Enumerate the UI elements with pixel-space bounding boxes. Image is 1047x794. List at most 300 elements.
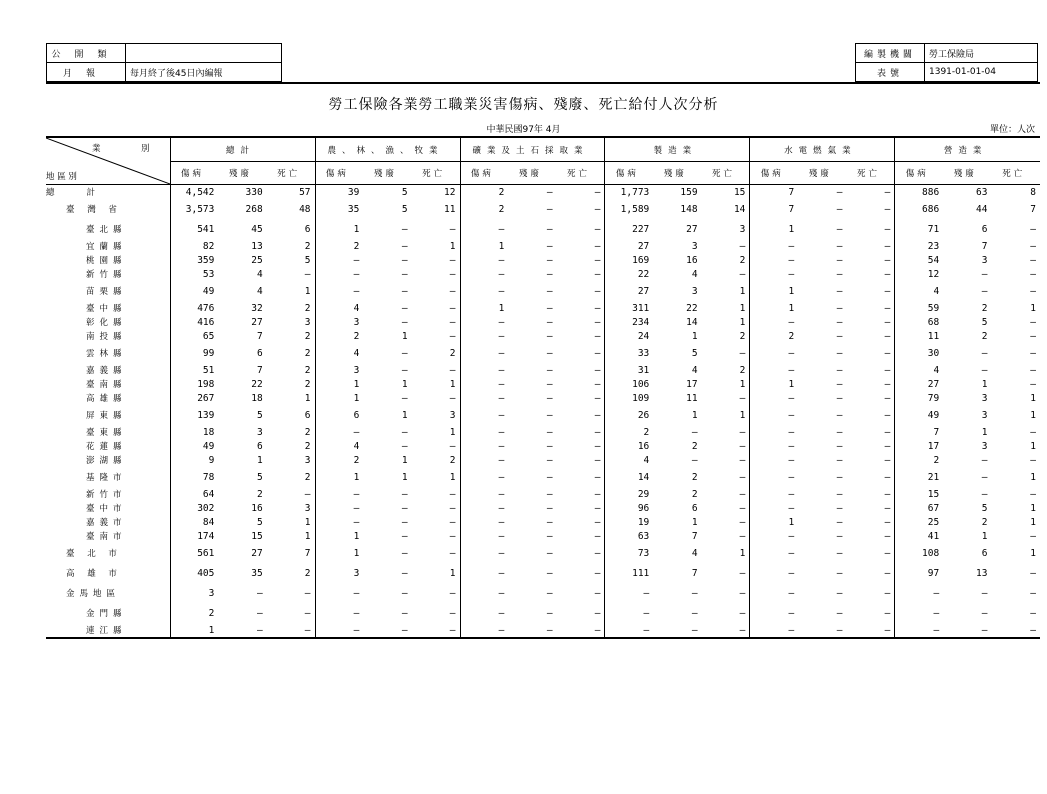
value-cell: —: [304, 268, 311, 280]
value-cell: —: [460, 487, 508, 501]
subcolumn-header: 死亡: [702, 162, 750, 185]
value-cell: 33: [605, 343, 653, 363]
value-cell: —: [594, 587, 601, 599]
subcolumn-header: 傷病: [170, 162, 218, 185]
group-header: 總計: [170, 137, 315, 162]
value-cell: 886: [895, 185, 943, 200]
value-cell: —: [256, 587, 263, 599]
value-cell: —: [836, 186, 843, 198]
value-cell: —: [884, 488, 891, 500]
value-cell: 2: [691, 488, 698, 500]
value-cell: —: [691, 587, 698, 599]
value-cell: —: [836, 502, 843, 514]
value-cell: 1: [315, 219, 363, 239]
value-cell: 7: [691, 530, 698, 542]
value-cell: 14: [733, 203, 746, 215]
value-cell: —: [1030, 378, 1036, 390]
value-cell: 15: [251, 530, 263, 542]
value-cell: —: [836, 240, 843, 252]
region-name: 臺北縣: [86, 225, 127, 235]
value-cell: —: [449, 364, 456, 376]
value-cell: —: [546, 223, 553, 235]
value-cell: 3: [449, 409, 456, 421]
value-cell: 139: [170, 405, 218, 425]
value-cell: 13: [976, 567, 988, 579]
value-cell: 27: [251, 316, 263, 328]
value-cell: 159: [680, 186, 698, 198]
value-cell: 26: [605, 405, 653, 425]
value-cell: —: [750, 603, 798, 623]
value-cell: —: [750, 239, 798, 253]
value-cell: —: [401, 426, 408, 438]
region-name: 連江縣: [46, 623, 170, 638]
value-cell: 6: [256, 347, 263, 359]
value-cell: —: [594, 254, 601, 266]
value-cell: —: [315, 425, 363, 439]
unit-label: 單位：人次: [989, 125, 1035, 135]
subcolumn-header: 死亡: [412, 162, 460, 185]
region-name: 彰化縣: [86, 318, 127, 328]
value-cell: 54: [895, 253, 943, 267]
value-cell: —: [460, 501, 508, 515]
value-cell: 6: [981, 547, 988, 559]
value-cell: —: [594, 268, 601, 280]
value-cell: 19: [605, 515, 653, 529]
value-cell: 18: [170, 425, 218, 439]
value-cell: 22: [251, 378, 263, 390]
value-cell: —: [836, 567, 843, 579]
value-cell: —: [460, 439, 508, 453]
value-cell: —: [750, 529, 798, 543]
value-cell: —: [884, 440, 891, 452]
value-cell: —: [460, 623, 508, 638]
subcolumn-header: 殘廢: [508, 162, 556, 185]
value-cell: 3: [981, 254, 988, 266]
value-cell: —: [449, 488, 456, 500]
table-row: [46, 405, 1040, 425]
value-cell: —: [836, 364, 843, 376]
value-cell: —: [750, 467, 798, 487]
value-cell: 41: [895, 529, 943, 543]
value-cell: —: [315, 281, 363, 301]
value-cell: 17: [895, 439, 943, 453]
value-cell: 1: [739, 378, 746, 390]
value-cell: —: [836, 587, 843, 599]
table-row: [46, 425, 1040, 439]
value-cell: —: [546, 471, 553, 483]
value-cell: —: [884, 516, 891, 528]
value-cell: —: [884, 254, 891, 266]
value-cell: —: [739, 426, 746, 438]
subcolumn-header: 傷病: [750, 162, 798, 185]
value-cell: 4: [691, 547, 698, 559]
value-cell: —: [739, 471, 746, 483]
value-cell: 3: [315, 363, 363, 377]
value-cell: 2: [895, 453, 943, 467]
value-cell: —: [884, 330, 891, 342]
value-cell: —: [594, 607, 601, 619]
value-cell: 2: [739, 254, 746, 266]
value-cell: —: [605, 623, 653, 638]
subcolumn-header: 殘廢: [653, 162, 701, 185]
value-cell: 1: [401, 378, 408, 390]
value-cell: —: [460, 515, 508, 529]
value-cell: —: [981, 607, 988, 619]
value-cell: 1: [750, 281, 798, 301]
value-cell: —: [315, 623, 363, 638]
value-cell: —: [546, 547, 553, 559]
value-cell: —: [460, 343, 508, 363]
value-cell: —: [594, 285, 601, 297]
value-cell: 4: [315, 301, 363, 315]
value-cell: —: [981, 471, 988, 483]
value-cell: 4: [256, 268, 263, 280]
value-cell: —: [460, 603, 508, 623]
value-cell: —: [981, 454, 988, 466]
meta-key: 公開類: [47, 44, 126, 63]
region-name: 宜蘭縣: [86, 242, 127, 252]
value-cell: 1: [691, 409, 698, 421]
value-cell: 1: [315, 377, 363, 391]
value-cell: —: [750, 391, 798, 405]
value-cell: —: [401, 316, 408, 328]
value-cell: 227: [605, 219, 653, 239]
value-cell: 2: [256, 488, 263, 500]
value-cell: 35: [315, 199, 363, 219]
value-cell: —: [1030, 268, 1036, 280]
value-cell: 1: [401, 454, 408, 466]
value-cell: 561: [170, 543, 218, 563]
subcolumn-header: 死亡: [557, 162, 605, 185]
value-cell: 11: [686, 392, 698, 404]
subcolumn-header: 殘廢: [218, 162, 266, 185]
value-cell: 2: [449, 454, 456, 466]
value-cell: —: [884, 409, 891, 421]
value-cell: 1: [1030, 547, 1036, 559]
value-cell: —: [594, 426, 601, 438]
value-cell: 7: [750, 199, 798, 219]
table-row: [46, 343, 1040, 363]
value-cell: 2: [170, 603, 218, 623]
region-name: 高雄縣: [86, 394, 127, 404]
subcolumn-header: 殘廢: [798, 162, 846, 185]
value-cell: —: [1030, 426, 1036, 438]
value-cell: —: [218, 623, 266, 638]
value-cell: 71: [895, 219, 943, 239]
value-cell: —: [702, 623, 750, 638]
value-cell: —: [739, 567, 746, 579]
value-cell: —: [836, 530, 843, 542]
value-cell: —: [750, 425, 798, 439]
table-row: [46, 363, 1040, 377]
value-cell: 4: [605, 453, 653, 467]
value-cell: —: [401, 516, 408, 528]
value-cell: —: [1030, 285, 1036, 297]
group-header: 礦業及土石採取業: [460, 137, 605, 162]
value-cell: —: [1030, 567, 1036, 579]
value-cell: 78: [170, 467, 218, 487]
value-cell: —: [546, 454, 553, 466]
value-cell: —: [884, 223, 891, 235]
value-cell: 2: [981, 330, 988, 342]
value-cell: 4,542: [170, 185, 218, 200]
value-cell: —: [546, 364, 553, 376]
subcolumn-header: 死亡: [267, 162, 315, 185]
value-cell: —: [739, 440, 746, 452]
value-cell: 2: [981, 516, 988, 528]
value-cell: —: [460, 467, 508, 487]
table-row: [46, 467, 1040, 487]
value-cell: 45: [251, 223, 263, 235]
value-cell: —: [594, 502, 601, 514]
value-cell: 2: [449, 347, 456, 359]
value-cell: —: [836, 347, 843, 359]
value-cell: —: [884, 302, 891, 314]
value-cell: —: [401, 347, 408, 359]
value-cell: —: [981, 488, 988, 500]
value-cell: —: [594, 347, 601, 359]
value-cell: —: [836, 440, 843, 452]
table-row: [46, 281, 1040, 301]
region-name: 新竹縣: [86, 270, 127, 280]
value-cell: —: [460, 543, 508, 563]
value-cell: 1: [304, 285, 311, 297]
value-cell: 5: [981, 502, 988, 514]
value-cell: —: [594, 302, 601, 314]
value-cell: 4: [315, 439, 363, 453]
value-cell: —: [401, 567, 408, 579]
group-header: 製造業: [605, 137, 750, 162]
value-cell: 49: [170, 439, 218, 453]
value-cell: —: [460, 529, 508, 543]
value-cell: 2: [304, 240, 311, 252]
value-cell: 67: [895, 501, 943, 515]
value-cell: —: [884, 186, 891, 198]
value-cell: —: [460, 253, 508, 267]
value-cell: 1: [750, 515, 798, 529]
value-cell: —: [884, 392, 891, 404]
value-cell: 2: [460, 185, 508, 200]
value-cell: 2: [691, 471, 698, 483]
value-cell: 3: [256, 426, 263, 438]
value-cell: 16: [686, 254, 698, 266]
value-cell: 1: [449, 378, 456, 390]
value-cell: 1: [449, 426, 456, 438]
table-row: [46, 543, 1040, 563]
value-cell: 11: [895, 329, 943, 343]
value-cell: 1: [981, 530, 988, 542]
value-cell: —: [401, 587, 408, 599]
value-cell: —: [546, 607, 553, 619]
subcolumn-header: 傷病: [315, 162, 363, 185]
value-cell: 148: [680, 203, 698, 215]
value-cell: 106: [605, 377, 653, 391]
value-cell: 686: [895, 199, 943, 219]
value-cell: 1: [449, 240, 456, 252]
value-cell: 416: [170, 315, 218, 329]
value-cell: 3: [304, 454, 311, 466]
value-cell: 27: [895, 377, 943, 391]
value-cell: —: [449, 285, 456, 297]
value-cell: —: [546, 330, 553, 342]
table-row: [46, 329, 1040, 343]
value-cell: —: [1030, 364, 1036, 376]
value-cell: —: [981, 285, 988, 297]
value-cell: —: [884, 502, 891, 514]
value-cell: —: [750, 363, 798, 377]
value-cell: 405: [170, 563, 218, 583]
value-cell: 1: [691, 330, 698, 342]
value-cell: 2: [304, 440, 311, 452]
value-cell: 97: [895, 563, 943, 583]
value-cell: —: [460, 405, 508, 425]
value-cell: —: [750, 439, 798, 453]
value-cell: 1: [1030, 471, 1036, 483]
value-cell: 7: [304, 547, 311, 559]
meta-key: 編製機關: [856, 44, 925, 63]
meta-left-box: [46, 43, 282, 82]
value-cell: 3: [691, 285, 698, 297]
value-cell: —: [594, 240, 601, 252]
value-cell: —: [546, 567, 553, 579]
value-cell: —: [594, 330, 601, 342]
value-cell: —: [401, 254, 408, 266]
value-cell: —: [546, 587, 553, 599]
region-name: 金門縣: [86, 609, 127, 619]
value-cell: 3: [691, 240, 698, 252]
region-name: 臺 灣 省: [66, 205, 122, 215]
value-cell: —: [739, 454, 746, 466]
value-cell: 3: [981, 409, 988, 421]
value-cell: 63: [976, 186, 988, 198]
value-cell: 3: [981, 392, 988, 404]
value-cell: —: [981, 268, 988, 280]
value-cell: 1: [304, 530, 311, 542]
value-cell: 31: [605, 363, 653, 377]
table-row: [46, 239, 1040, 253]
value-cell: —: [594, 516, 601, 528]
region-name: 臺南縣: [86, 380, 127, 390]
value-cell: —: [546, 488, 553, 500]
value-cell: —: [460, 267, 508, 281]
value-cell: 4: [315, 343, 363, 363]
value-cell: 14: [686, 316, 698, 328]
value-cell: 111: [605, 563, 653, 583]
value-cell: —: [884, 530, 891, 542]
value-cell: —: [546, 502, 553, 514]
value-cell: —: [315, 267, 363, 281]
value-cell: 1: [304, 516, 311, 528]
value-cell: —: [449, 587, 456, 599]
value-cell: —: [750, 501, 798, 515]
value-cell: 108: [895, 543, 943, 563]
value-cell: 1: [401, 471, 408, 483]
value-cell: —: [884, 268, 891, 280]
value-cell: —: [884, 364, 891, 376]
region-name: 臺東縣: [86, 428, 127, 438]
value-cell: 1: [691, 516, 698, 528]
value-cell: —: [884, 347, 891, 359]
table-row: [46, 199, 1040, 219]
value-cell: —: [884, 607, 891, 619]
value-cell: —: [1030, 254, 1036, 266]
value-cell: 65: [170, 329, 218, 343]
value-cell: 5: [401, 186, 408, 198]
region-name: 苗栗縣: [86, 287, 127, 297]
value-cell: 53: [170, 267, 218, 281]
value-cell: —: [449, 516, 456, 528]
value-cell: —: [449, 316, 456, 328]
value-cell: 9: [170, 453, 218, 467]
value-cell: —: [1030, 347, 1036, 359]
table-row: [46, 377, 1040, 391]
value-cell: —: [315, 515, 363, 529]
value-cell: —: [605, 583, 653, 603]
value-cell: —: [691, 426, 698, 438]
value-cell: —: [546, 392, 553, 404]
region-name: 高 雄 市: [66, 569, 122, 579]
value-cell: —: [460, 391, 508, 405]
value-cell: 25: [251, 254, 263, 266]
value-cell: —: [594, 471, 601, 483]
value-cell: —: [836, 330, 843, 342]
value-cell: —: [401, 502, 408, 514]
region-name: 桃園縣: [86, 256, 127, 266]
value-cell: —: [895, 603, 943, 623]
value-cell: 21: [895, 467, 943, 487]
value-cell: —: [594, 454, 601, 466]
region-name: 基隆市: [86, 473, 127, 483]
value-cell: —: [315, 253, 363, 267]
value-cell: 2: [605, 425, 653, 439]
value-cell: 1: [1030, 502, 1036, 514]
region-name: 臺中縣: [86, 304, 127, 314]
value-cell: —: [460, 563, 508, 583]
value-cell: 7: [895, 425, 943, 439]
value-cell: 14: [605, 467, 653, 487]
value-cell: 96: [605, 501, 653, 515]
value-cell: 11: [444, 203, 456, 215]
value-cell: —: [981, 364, 988, 376]
value-cell: —: [449, 302, 456, 314]
value-cell: —: [739, 268, 746, 280]
value-cell: —: [449, 392, 456, 404]
value-cell: —: [401, 223, 408, 235]
value-cell: 1: [739, 285, 746, 297]
value-cell: —: [401, 240, 408, 252]
table-row: [46, 563, 1040, 583]
value-cell: —: [750, 623, 798, 638]
value-cell: —: [449, 223, 456, 235]
value-cell: —: [304, 607, 311, 619]
value-cell: 5: [691, 347, 698, 359]
value-cell: —: [546, 440, 553, 452]
value-cell: —: [847, 623, 895, 638]
value-cell: 44: [976, 203, 988, 215]
value-cell: 4: [691, 364, 698, 376]
value-cell: —: [836, 223, 843, 235]
region-name: 新竹市: [86, 490, 127, 500]
value-cell: —: [943, 623, 991, 638]
value-cell: —: [1030, 607, 1036, 619]
meta-value: [126, 44, 282, 63]
value-cell: 13: [251, 240, 263, 252]
value-cell: —: [884, 240, 891, 252]
corner-cell: [46, 137, 170, 185]
value-cell: —: [750, 405, 798, 425]
value-cell: 16: [605, 439, 653, 453]
value-cell: 330: [245, 186, 263, 198]
